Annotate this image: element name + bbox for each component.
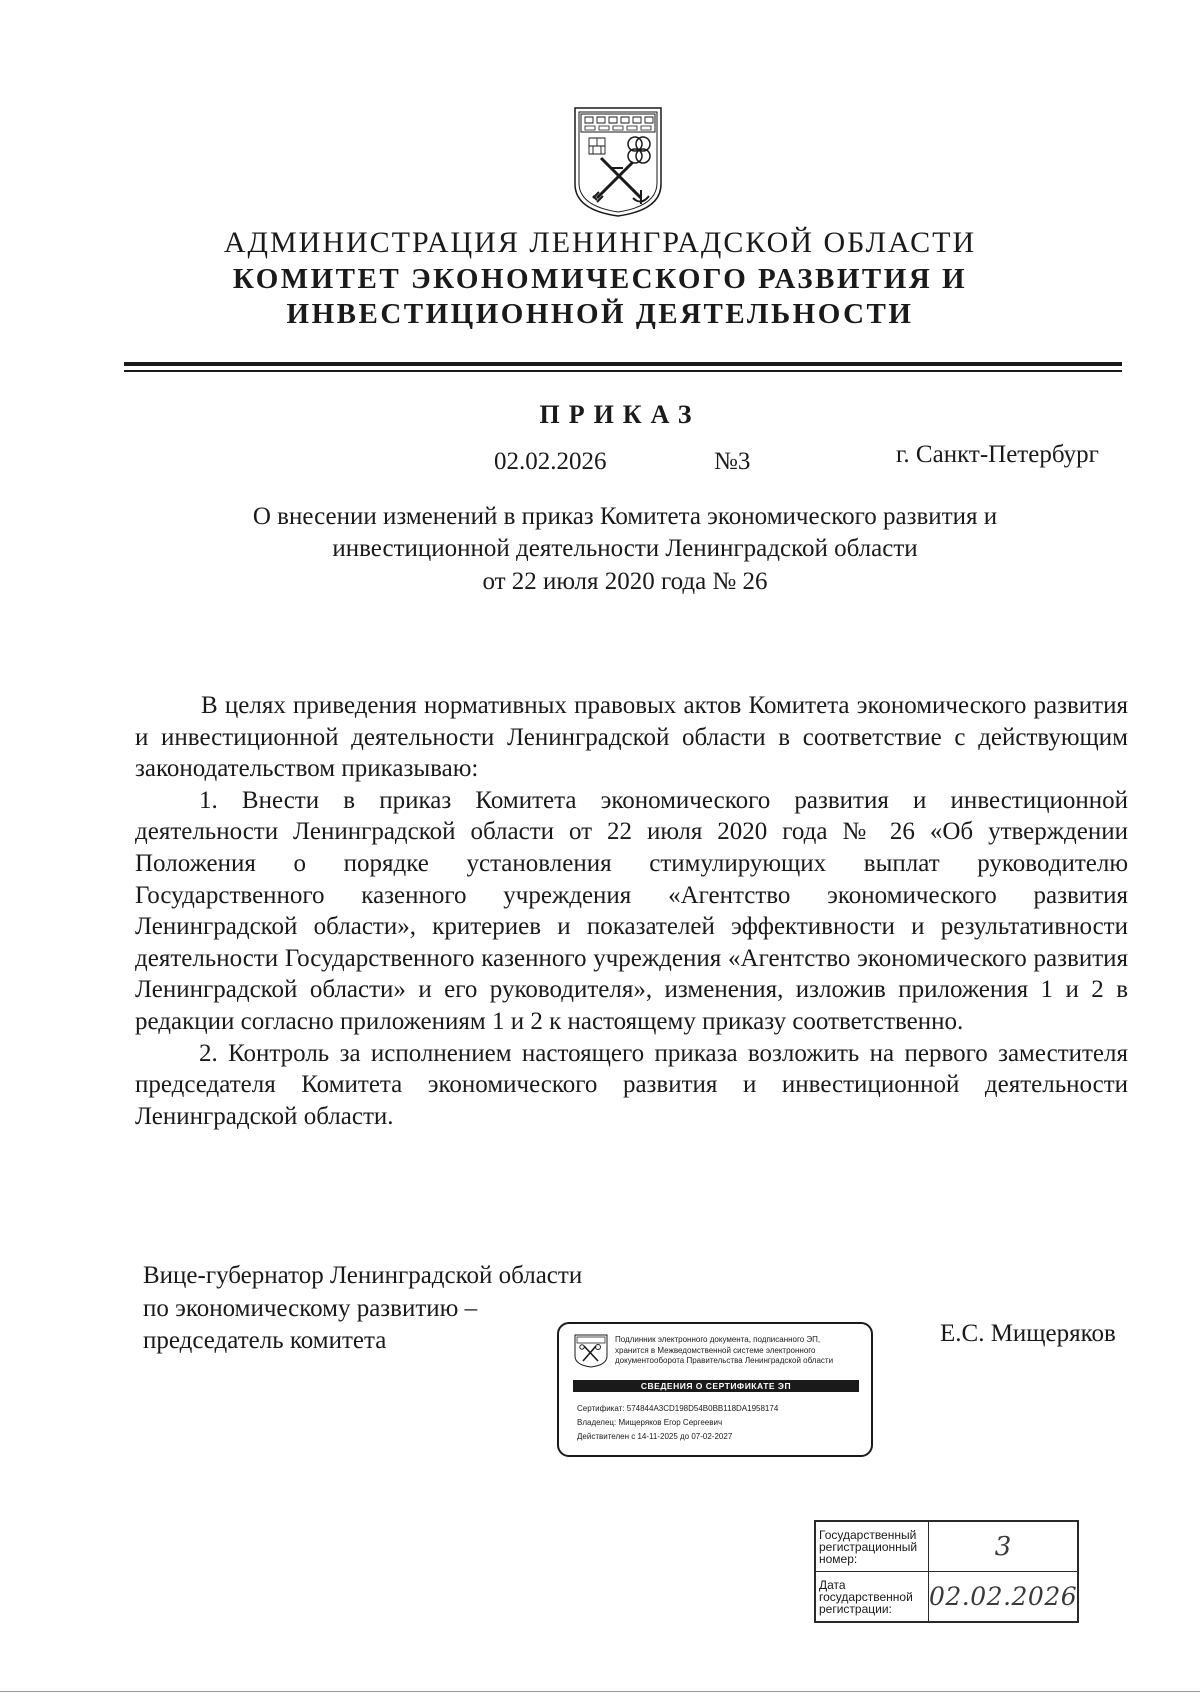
stamp-validity: Действителен с 14-11-2025 до 07-02-2027 [577, 1432, 733, 1441]
signer-position-line3: председатель комитета [143, 1327, 387, 1354]
order-number: №3 [714, 448, 751, 475]
registration-number-label [815, 1521, 929, 1572]
registration-number-cell [929, 1521, 1079, 1572]
order-date: 02.02.2026 [494, 448, 607, 475]
registration-number-label-line2: регистрационный [819, 1539, 918, 1554]
committee-name-line2: ИНВЕСТИЦИОННОЙ ДЕЯТЕЛЬНОСТИ [286, 298, 914, 330]
body-paragraph-preamble: В целях приведения нормативных правовых актов Комитета экономического развития и инвестиционной деятельности Ленинградской области в соответствие с действующим законодательством приказываю: [135, 692, 1128, 783]
body-paragraph-item2: 2. Контроль за исполнением настоящего приказа возложить на первого заместителя председателя Комитета экономического развития и инвестиционной деятельности Ленинградской области. [135, 1039, 1128, 1130]
registration-date-value: 02.02.2026 [929, 1582, 1078, 1611]
signer-position [143, 1260, 582, 1358]
body-paragraph-item1: 1. Внести в приказ Комитета экономического развития и инвестиционной деятельности Ленинградской области от 22 июля 2020 года № 26 «Об утверждении Положения о порядке установления стимулирующих выплат руководителю Государственного казенного учреждения «Агентство экономического развития Ленинградской области», критериев и показателей эффективности и результативности деятельности Государственного казенного учреждения «Агентство экономического развития Ленинградской области» и его руководителя», изменения, изложив приложения 1 и 2 в редакции согласно приложениям 1 и 2 к настоящему приказу соответственно. [135, 786, 1128, 1035]
administration-name: АДМИНИСТРАЦИЯ ЛЕНИНГРАДСКОЙ ОБЛАСТИ [223, 226, 977, 259]
signer-position-line1: Вице-губернатор Ленинградской области [143, 1262, 583, 1289]
header-rule-thin [124, 370, 1122, 372]
order-body [135, 690, 1128, 1132]
stamp-note-line1: Подлинник электронного документа, подписанного ЭП, [615, 1335, 821, 1344]
stamp-heading: СВЕДЕНИЯ О СЕРТИФИКАТЕ ЭП [573, 1380, 859, 1392]
registration-table [814, 1520, 1079, 1623]
signer-name: Е.С. Мищеряков [940, 1320, 1116, 1347]
subject-line2: инвестиционной деятельности Ленинградской области [332, 535, 918, 562]
registration-number-value: 3 [994, 1531, 1012, 1562]
stamp-note-line2: хранится в Межведомственной системе электронного [615, 1345, 816, 1355]
order-city: г. Санкт-Петербург [896, 441, 1099, 468]
registration-date-label [815, 1572, 929, 1623]
electronic-signature-stamp [557, 1322, 873, 1457]
stamp-certificate: Сертификат: 574844A3CD198D54B0BB118DA1958174 [577, 1404, 779, 1413]
registration-date-label-line1: Дата [819, 1577, 846, 1592]
registration-number-label-line3: номер: [819, 1551, 858, 1566]
registration-date-label-line2: государственной [819, 1589, 913, 1604]
registration-number-label-line1: Государственный [819, 1527, 917, 1542]
committee-name-line1: КОМИТЕТ ЭКОНОМИЧЕСКОГО РАЗВИТИЯ И [232, 263, 968, 295]
registration-date-label-line3: регистрации: [819, 1601, 892, 1616]
header-rule-thick [124, 362, 1122, 366]
registration-date-row [815, 1572, 1078, 1623]
registration-date-cell [929, 1572, 1079, 1623]
subject-line3: от 22 июля 2020 года № 26 [482, 568, 768, 595]
stamp-owner: Владелец: Мищеряков Егор Сергеевич [577, 1418, 723, 1427]
registration-number-row [815, 1521, 1078, 1572]
signer-position-line2: по экономическому развитию – [143, 1294, 478, 1322]
leningrad-oblast-coat-of-arms-icon [571, 106, 665, 218]
subject-line1: О внесении изменений в приказ Комитета экономического развития и [252, 503, 998, 530]
stamp-coat-of-arms-icon [573, 1334, 609, 1368]
page-bottom-edge [0, 1691, 1200, 1692]
order-title: ПРИКАЗ [539, 400, 701, 429]
stamp-note-line3: документооборота Правительства Ленинградской области [615, 1356, 834, 1365]
